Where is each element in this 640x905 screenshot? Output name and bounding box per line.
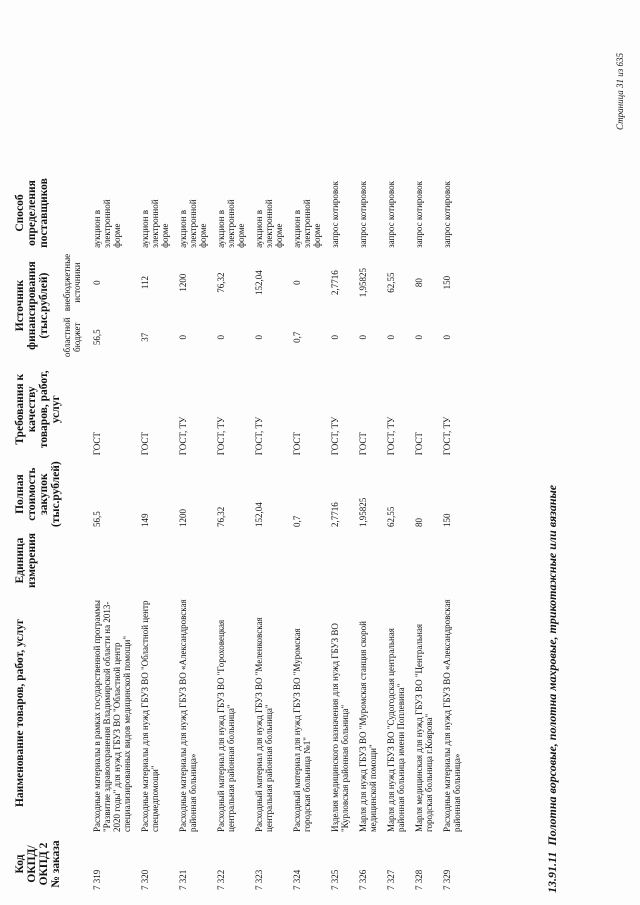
row-quality: ГОСТ	[92, 432, 102, 456]
row-code: 7 323	[254, 869, 264, 890]
row-cost: 1,95825	[358, 497, 368, 527]
row-code: 7 329	[442, 869, 452, 890]
row-extrabudget: 0	[92, 280, 102, 285]
row-regional: 0	[386, 335, 396, 340]
row-code: 7 320	[140, 869, 150, 890]
row-name: Изделия медицинского назначения для нужд ГБУЗ ВО "Курловская районная больница"	[330, 623, 350, 832]
row-unit	[382, 530, 410, 591]
row-method: запрос котировок	[330, 181, 340, 248]
table-row	[88, 175, 136, 893]
row-unit	[438, 530, 466, 591]
row-code: 7 325	[330, 869, 340, 890]
row-name: Расходные материалы для нужд ГБУЗ ВО «Александровская районная больница»	[178, 599, 198, 832]
row-method: запрос котировок	[414, 181, 424, 248]
row-extrabudget: 2,7716	[330, 270, 340, 295]
row-quality: ГОСТ	[358, 432, 368, 456]
row-code: 7 321	[178, 869, 188, 890]
row-regional: 0,7	[292, 331, 302, 343]
row-unit	[410, 530, 438, 591]
row-quality: ГОСТ	[140, 432, 150, 456]
row-method: аукцион в электронной форме	[140, 199, 170, 248]
row-name: Расходный материал для нужд ГБУЗ ВО "Меленковская центральная районная больница"	[254, 617, 274, 832]
row-extrabudget: 150	[442, 275, 452, 290]
row-regional: 0	[178, 335, 188, 340]
row-extrabudget: 80	[414, 278, 424, 288]
header-finance: Источник финансирования (тыс.рублей)	[14, 261, 50, 350]
row-method: аукцион в электронной форме	[178, 199, 208, 248]
section-heading	[545, 485, 560, 893]
row-regional: 0	[254, 335, 264, 340]
header-code: Код ОКПД/ ОКПД 2 № заказа	[14, 840, 62, 888]
row-regional: 0	[216, 335, 226, 340]
row-name: Марля для нужд ГБУЗ ВО "Муромская станция скорой медицинской помощи"	[358, 621, 378, 832]
section-title: Полотна ворсовые, полотна махровые, трикотажные или вязаные	[545, 484, 559, 846]
row-extrabudget: 62,55	[386, 272, 396, 293]
row-unit	[250, 530, 288, 591]
row-quality: ГОСТ, ТУ	[178, 416, 188, 456]
row-quality: ГОСТ	[414, 432, 424, 456]
row-method: аукцион в электронной форме	[216, 199, 246, 248]
row-method: аукцион в электронной форме	[254, 199, 284, 248]
row-extrabudget: 0	[292, 280, 302, 285]
row-cost: 149	[140, 513, 150, 527]
table-row	[354, 175, 382, 893]
row-unit	[326, 530, 354, 591]
row-method: запрос котировок	[386, 181, 396, 248]
procurement-table	[14, 175, 466, 893]
row-cost: 150	[442, 513, 452, 527]
table-row	[212, 175, 250, 893]
header-quality: Требования к качеству товаров, работ, услуг	[14, 370, 62, 449]
table-row	[326, 175, 354, 893]
row-unit	[212, 530, 250, 591]
table-row	[136, 175, 174, 893]
table-row	[250, 175, 288, 893]
page-number: Страница 31 из 635	[615, 53, 625, 130]
row-regional: 37	[140, 332, 150, 342]
row-unit	[288, 530, 326, 591]
header-cost: Полная стоимость закупок (тыс.рублей)	[14, 461, 62, 527]
row-name: Расходный материал для нужд ГБУЗ ВО "Муромская городская больница №1"	[292, 628, 312, 832]
row-unit	[354, 530, 382, 591]
row-cost: 2,7716	[330, 502, 340, 527]
header-method: Способ определения поставщиков	[14, 178, 50, 248]
table-row	[410, 175, 438, 893]
row-name: Расходные материалы для нужд ГБУЗ ВО «Александровская районная больница»	[442, 599, 462, 832]
row-code: 7 319	[92, 869, 102, 890]
row-name: Марля медицинская для нужд ГБУЗ ВО "Центральная городская больница г.Коврова"	[414, 624, 434, 832]
row-quality: ГОСТ, ТУ	[386, 416, 396, 456]
row-name: Расходные материалы в рамках государственной программы "Развитие здравоохранения Владимирской области на 2013-2020 годы" для нужд ГБУЗ ВО "Областной центр специализированных видов медицинской помощи"	[92, 600, 132, 832]
row-name: Расходный материал для нужд ГБУЗ ВО "Гороховецкая центральная районная больница"	[216, 619, 236, 832]
row-regional: 0	[442, 335, 452, 340]
row-quality: ГОСТ, ТУ	[330, 416, 340, 456]
row-code: 7 322	[216, 869, 226, 890]
row-cost: 80	[414, 518, 424, 527]
row-quality: ГОСТ, ТУ	[216, 416, 226, 456]
row-regional: 0	[414, 335, 424, 340]
row-unit	[88, 530, 136, 591]
row-extrabudget: 112	[140, 275, 150, 290]
row-cost: 0,7	[292, 515, 302, 527]
header-finance-regional: областной бюджет	[62, 317, 82, 357]
row-unit	[136, 530, 174, 591]
row-cost: 152,04	[254, 502, 264, 527]
row-regional: 0	[330, 335, 340, 340]
row-extrabudget: 1200	[178, 273, 188, 292]
header-name: Наименование товаров, работ, услуг	[14, 618, 26, 808]
table-body	[88, 175, 466, 893]
row-quality: ГОСТ, ТУ	[254, 416, 264, 456]
row-cost: 62,55	[386, 506, 396, 527]
row-regional: 56,5	[92, 329, 102, 346]
row-extrabudget: 1,95825	[358, 267, 368, 298]
row-name: Марля для нужд ГБУЗ ВО "Судогодская центральная районная больница имени Поплевина"	[386, 628, 406, 832]
row-cost: 56,5	[92, 511, 102, 527]
table-row	[288, 175, 326, 893]
row-method: запрос котировок	[358, 181, 368, 248]
row-code: 7 327	[386, 869, 396, 890]
row-unit	[174, 530, 212, 591]
row-quality: ГОСТ, ТУ	[442, 416, 452, 456]
header-unit: Единица измерения	[14, 533, 38, 588]
row-extrabudget: 152,04	[254, 270, 264, 295]
row-cost: 76,32	[216, 506, 226, 527]
table-row	[382, 175, 410, 893]
table-row	[438, 175, 466, 893]
header-finance-extrabudget: внебюджетные источники	[62, 253, 82, 312]
header-row	[14, 175, 56, 893]
row-extrabudget: 76,32	[216, 272, 226, 293]
row-method: аукцион в электронной форме	[92, 199, 122, 248]
row-code: 7 326	[358, 869, 368, 890]
row-regional: 0	[358, 335, 368, 340]
section-code: 13.91.11	[545, 851, 559, 893]
row-method: аукцион в электронной форме	[292, 199, 322, 248]
row-method: запрос котировок	[442, 181, 452, 248]
table-row	[174, 175, 212, 893]
row-name: Расходные материалы для нужд ГБУЗ ВО "Областной центр спецмедпомощи"	[140, 600, 160, 832]
row-quality: ГОСТ	[292, 432, 302, 456]
row-code: 7 324	[292, 869, 302, 890]
row-cost: 1200	[178, 509, 188, 527]
row-code: 7 328	[414, 869, 424, 890]
